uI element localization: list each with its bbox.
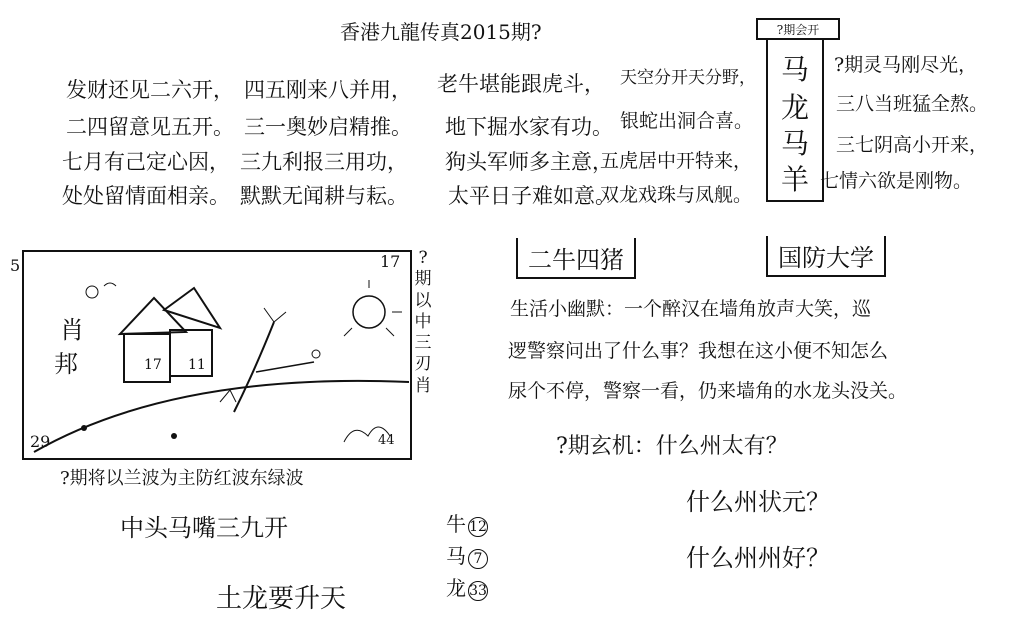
story-line: 生活小幽默：一个醉汉在墙角放声大笑，巡: [510, 298, 872, 320]
drawing-label-char: 邦: [54, 350, 78, 378]
poem-line: 默默无闻耕与耘。: [240, 184, 408, 208]
house-number: 11: [188, 357, 206, 373]
house-number: 17: [144, 357, 162, 373]
poem-line: 三九利报三用功，: [240, 150, 408, 174]
corner-number: 29: [30, 432, 51, 451]
poem-line: 双龙戏珠与凤舰。: [600, 184, 753, 206]
poem-line: 发财还见二六开，: [66, 78, 234, 102]
special-box-char: 羊: [780, 163, 809, 196]
poem-line: 四五刚来八并用，: [244, 78, 412, 102]
riddle-intro: ?期玄机：什么州太有？: [556, 434, 788, 459]
right-poem-line: 七情六欲是刚物。: [820, 170, 973, 192]
tip-code-char: 龙: [446, 576, 466, 600]
box-title-right: 国防大学: [766, 236, 886, 277]
corner-number: 5: [10, 256, 21, 275]
poem-line: 天空分开天分野，: [620, 68, 756, 88]
poem-line: 银蛇出洞合喜。: [620, 110, 754, 132]
drawing-label-char: 肖: [60, 316, 84, 344]
poem-line: 处处留情面相亲。: [62, 184, 230, 208]
special-box-char: 马: [780, 53, 809, 86]
poem-line: 太平日子难如意。: [448, 184, 616, 208]
illustration-drawing: [24, 252, 414, 462]
story-line: 尿个不停，警察一看，仍来墙角的水龙头没关。: [508, 380, 908, 402]
riddle-question: 什么州状元？: [686, 488, 830, 516]
corner-number: 44: [378, 433, 395, 448]
page-title: 香港九龍传真2015期?: [340, 20, 542, 44]
special-zodiac-box: [766, 22, 824, 202]
poem-line: 地下掘水家有功。: [445, 115, 613, 139]
riddle-question: 什么州州好？: [686, 544, 830, 572]
tip-code-char: 牛: [446, 512, 466, 536]
poem-line: 五虎居中开特来，: [600, 150, 753, 172]
poem-line: 三一奥妙启精推。: [244, 115, 412, 139]
tip-code-char: 马: [446, 544, 466, 568]
tip-code: [446, 578, 488, 601]
tip-code-num: 33: [469, 583, 487, 599]
tip-code-num: 12: [469, 519, 487, 535]
corner-number: 17: [380, 252, 401, 271]
drawing-side-note: ? 期 以 中 三 刃 肖: [414, 248, 432, 396]
tip-code: [446, 514, 488, 537]
special-box-char: 马: [780, 127, 809, 160]
story-line: 逻警察问出了什么事？我想在这小便不知怎么: [508, 340, 889, 362]
special-box-char: 龙: [780, 91, 809, 124]
special-box-header: ?期会开: [756, 18, 840, 40]
poem-line: 二四留意见五开。: [66, 115, 234, 139]
right-poem-line: 三八当班猛全熬。: [836, 93, 989, 115]
illustration-frame: [10, 250, 412, 460]
box-title-left: 二牛四猪: [516, 238, 636, 279]
poem-line: 老牛堪能跟虎斗，: [437, 72, 605, 96]
poem-line: 七月有己定心因，: [62, 150, 230, 174]
right-poem-line: 三七阴高小开来，: [836, 134, 989, 156]
tip-code-num: 7: [468, 549, 488, 569]
wave-color-note: ?期将以兰波为主防红波东绿波: [60, 468, 304, 489]
poem-line: 狗头军师多主意，: [445, 150, 613, 174]
tip-code: [446, 546, 488, 569]
tip-line: 土龙要升天: [216, 584, 347, 614]
tip-line: 中头马嘴三九开: [120, 514, 288, 542]
right-poem-line: ?期灵马刚尽光，: [834, 54, 978, 76]
